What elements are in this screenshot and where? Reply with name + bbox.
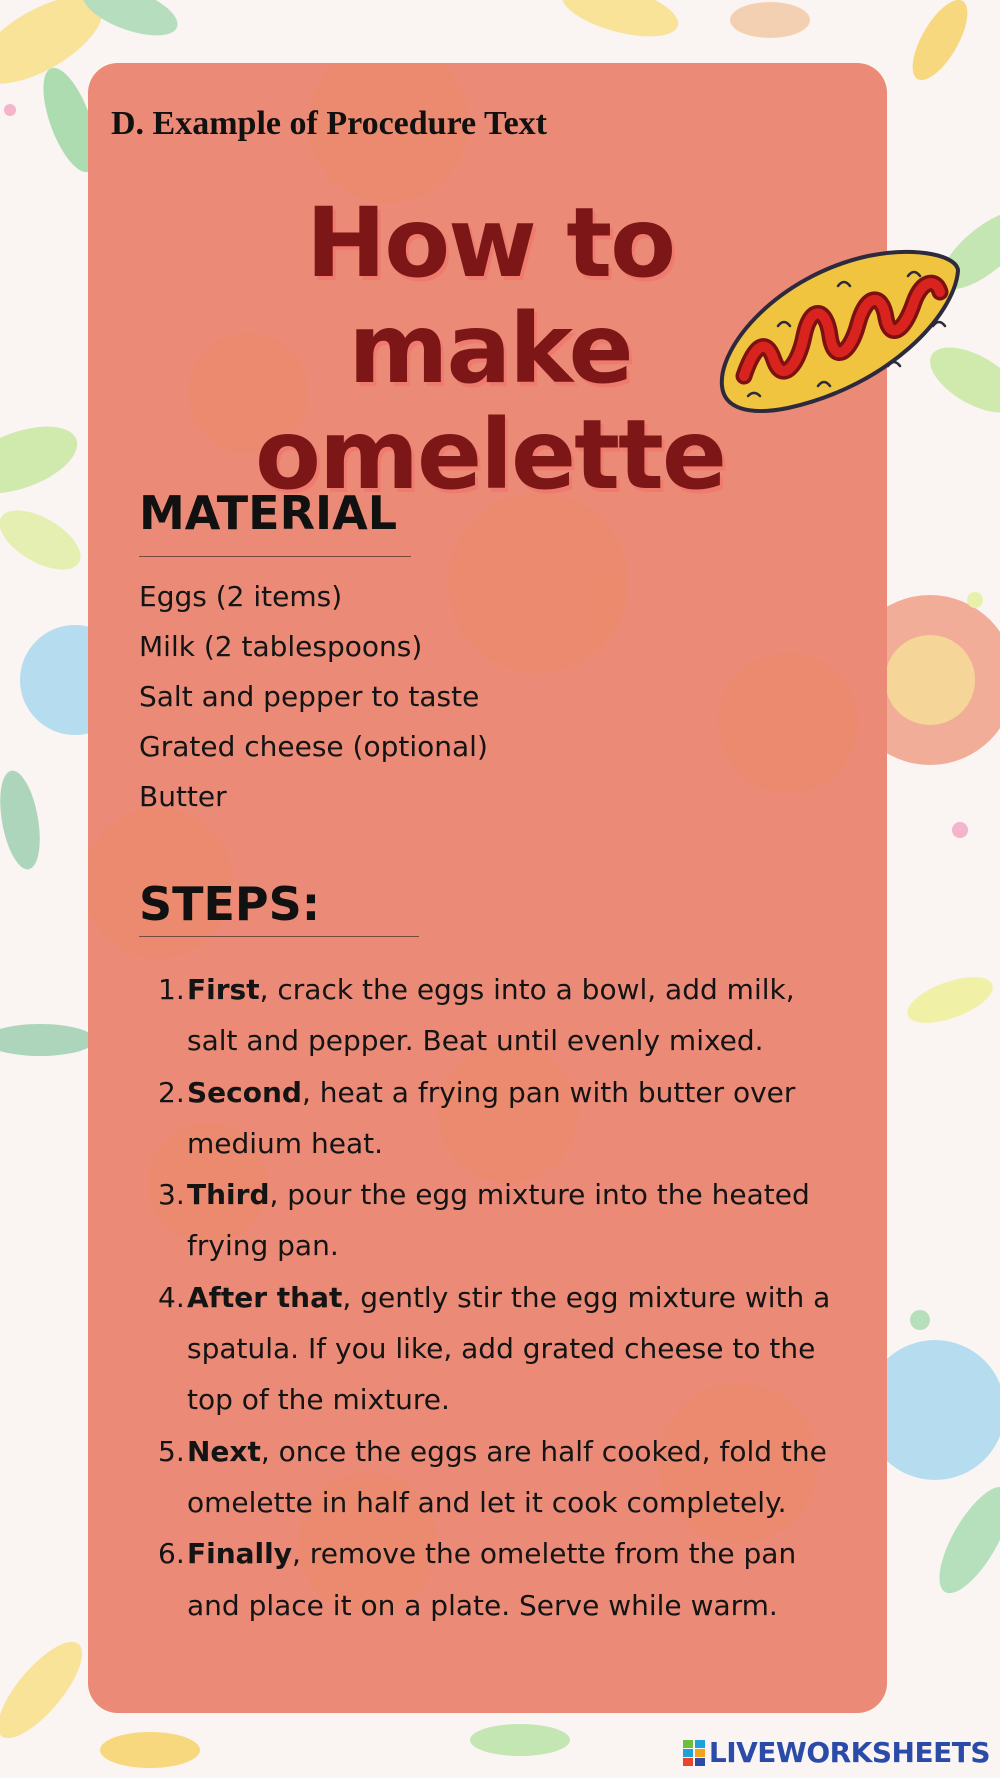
- material-divider: [139, 556, 411, 557]
- leaf-icon: [730, 2, 810, 38]
- step-number: 3.: [158, 1178, 185, 1212]
- dot-icon: [910, 1310, 930, 1330]
- page-title: [180, 187, 800, 511]
- leaf-icon: [902, 0, 978, 88]
- step-lead: Next: [187, 1434, 261, 1468]
- step-lead: Second: [187, 1075, 302, 1109]
- section-header: D. Example of Procedure Text: [111, 105, 547, 142]
- step-number: 2.: [158, 1075, 185, 1109]
- material-item: Butter: [139, 780, 227, 813]
- step-text: , heat a frying pan with butter over medium heat.: [187, 1075, 796, 1160]
- leaf-icon: [926, 1477, 1000, 1603]
- step-item: [158, 1067, 848, 1170]
- material-item: Grated cheese (optional): [139, 730, 488, 763]
- leaf-icon: [556, 0, 683, 47]
- step-text: , gently stir the egg mixture with a spatula. If you like, add grated cheese to the top of the mixture.: [187, 1280, 831, 1417]
- leaf-icon: [0, 1630, 95, 1750]
- dot-icon: [4, 104, 16, 116]
- step-text: , pour the egg mixture into the heated frying pan.: [187, 1178, 810, 1263]
- step-item: [158, 964, 848, 1067]
- leaf-icon: [0, 768, 46, 873]
- material-list: [139, 572, 488, 822]
- leaf-icon: [0, 413, 86, 507]
- material-item: Eggs (2 items): [139, 580, 343, 613]
- omelette-icon: [708, 236, 964, 424]
- step-item: [158, 1426, 848, 1529]
- title-line-2: omelette: [255, 399, 725, 511]
- dot-icon: [952, 822, 968, 838]
- step-number: 5.: [158, 1434, 185, 1468]
- step-lead: After that: [187, 1280, 343, 1314]
- material-item: Milk (2 tablespoons): [139, 630, 423, 663]
- material-heading: MATERIAL: [139, 486, 398, 540]
- step-item: [158, 1169, 848, 1272]
- step-number: 6.: [158, 1537, 185, 1571]
- leaf-icon: [902, 968, 999, 1033]
- flower-icon: [718, 653, 858, 793]
- step-number: 4.: [158, 1280, 185, 1314]
- step-lead: Third: [187, 1178, 270, 1212]
- step-lead: Finally: [187, 1537, 292, 1571]
- leaf-icon: [470, 1724, 570, 1756]
- flower-icon: [885, 635, 975, 725]
- brand-text: LIVEWORKSHEETS: [708, 1736, 990, 1769]
- leaf-icon: [0, 498, 90, 581]
- leaf-icon: [100, 1732, 200, 1768]
- step-lead: First: [187, 973, 260, 1006]
- liveworksheets-logo-icon: [683, 1740, 705, 1766]
- liveworksheets-brand[interactable]: [683, 1736, 990, 1769]
- steps-list: [158, 964, 848, 1631]
- material-item: Salt and pepper to taste: [139, 680, 480, 713]
- steps-divider: [139, 936, 419, 937]
- step-number: 1.: [158, 973, 185, 1006]
- step-item: [158, 1528, 848, 1631]
- step-text: , remove the omelette from the pan and place it on a plate. Serve while warm.: [187, 1537, 797, 1622]
- title-line-1: How to make: [305, 187, 675, 405]
- leaf-icon: [0, 1024, 95, 1056]
- dot-icon: [967, 592, 983, 608]
- step-text: , once the eggs are half cooked, fold the omelette in half and let it cook completely.: [187, 1434, 827, 1519]
- steps-heading: STEPS:: [139, 877, 321, 931]
- step-item: [158, 1272, 848, 1426]
- step-text: , crack the eggs into a bowl, add milk, salt and pepper. Beat until evenly mixed.: [187, 973, 795, 1058]
